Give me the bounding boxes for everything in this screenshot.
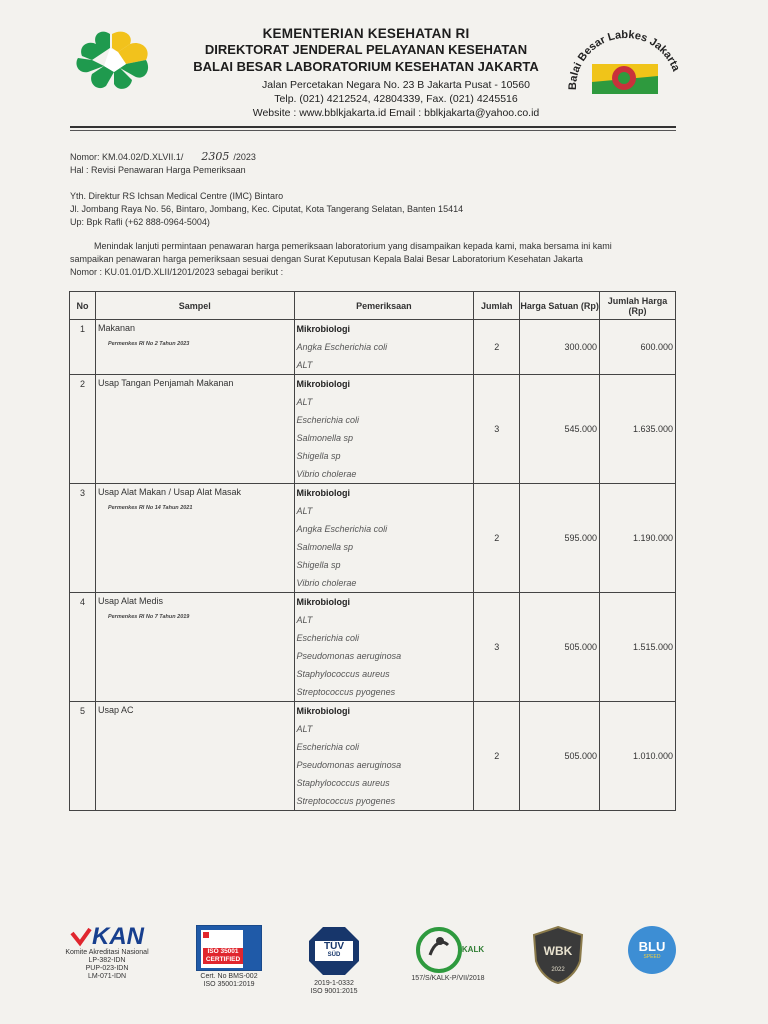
intro-line: Nomor : KU.01.01/D.XLII/1201/2023 sebagai berikut : [70, 267, 284, 277]
col-header-harga-satuan: Harga Satuan (Rp) [520, 292, 600, 320]
row-test: Vibrio cholerae [296, 469, 357, 479]
row-regulation: Permenkes RI No 7 Tahun 2019 [107, 614, 190, 620]
blu-badge [622, 925, 682, 978]
recipient-name: Yth. Direktur RS Ichsan Medical Centre (IMC) Bintaro [70, 191, 284, 201]
row-category: Mikrobiologi [296, 324, 351, 334]
row-category: Mikrobiologi [296, 706, 351, 716]
row-jumlah: 3 [474, 375, 520, 484]
directorate-name: DIREKTORAT JENDERAL PELAYANAN KESEHATAN [204, 42, 528, 57]
header-divider-thin [70, 130, 676, 131]
row-no: 2 [70, 375, 96, 484]
row-test: Salmonella sp [296, 433, 354, 443]
row-test: Shigella sp [296, 560, 341, 570]
col-header-pemeriksaan: Pemeriksaan [294, 292, 474, 320]
row-test: ALT [296, 506, 313, 516]
row-test: ALT [296, 397, 313, 407]
blu-label: BLU [638, 939, 666, 954]
row-jumlah: 3 [474, 593, 520, 702]
tuv-certification [296, 925, 372, 996]
row-test: ALT [296, 360, 313, 370]
row-sampel: Usap Tangan Penjamah Makanan [97, 378, 234, 388]
row-test: Streptococcus pyogenes [296, 687, 396, 697]
row-jumlah: 2 [474, 320, 520, 375]
iso-caption: ISO 35001:2019 [203, 981, 255, 988]
intro-paragraph [70, 240, 676, 279]
row-sampel: Usap AC [97, 705, 134, 715]
table-row [70, 375, 676, 484]
iso-35001-badge [196, 925, 262, 971]
row-harga-satuan: 505.000 [520, 702, 600, 811]
row-harga-satuan: 505.000 [520, 593, 600, 702]
row-test: Streptococcus pyogenes [296, 796, 396, 806]
tuv-caption: ISO 9001:2015 [310, 988, 358, 995]
header-divider [70, 126, 676, 128]
row-pemeriksaan-cell [294, 702, 474, 811]
row-sampel: Usap Alat Makan / Usap Alat Masak [97, 487, 242, 497]
row-jumlah-harga: 1.515.000 [600, 593, 676, 702]
kan-logo-text: KAN [92, 923, 144, 950]
row-sampel: Usap Alat Medis [97, 596, 163, 606]
col-header-jumlah-harga: Jumlah Harga (Rp) [600, 292, 676, 320]
iso-badge-top: ISO 35001 [207, 948, 239, 955]
row-test: ALT [296, 724, 313, 734]
row-regulation: Permenkes RI No 14 Tahun 2021 [107, 505, 193, 511]
letter-number-prefix: Nomor: KM.04.02/D.XLVII.1/ [70, 152, 184, 162]
row-sampel-cell [95, 702, 294, 811]
row-test: Vibrio cholerae [296, 578, 357, 588]
row-sampel-cell [95, 375, 294, 484]
blu-sub: SPEED [643, 954, 661, 960]
row-no: 3 [70, 484, 96, 593]
row-test: Escherichia coli [296, 742, 360, 752]
row-test: Escherichia coli [296, 415, 360, 425]
row-jumlah: 2 [474, 702, 520, 811]
row-jumlah: 2 [474, 484, 520, 593]
row-jumlah-harga: 1.190.000 [600, 484, 676, 593]
ministry-name: KEMENTERIAN KESEHATAN RI [262, 26, 470, 41]
col-header-jumlah: Jumlah [474, 292, 520, 320]
row-test: Staphylococcus aureus [296, 778, 390, 788]
row-regulation: Permenkes RI No 2 Tahun 2023 [107, 341, 190, 347]
recipient-address: Jl. Jombang Raya No. 56, Bintaro, Jombang, Kec. Ciputat, Kota Tangerang Selatan, Banten 15414 [70, 204, 464, 214]
row-pemeriksaan-cell [294, 320, 474, 375]
iso-badge-bottom: CERTIFIED [205, 956, 241, 963]
kan-code: LM-071-IDN [87, 973, 127, 980]
row-test: Salmonella sp [296, 542, 354, 552]
row-test: Pseudomonas aeruginosa [296, 760, 402, 770]
table-header-row [70, 292, 676, 320]
row-category: Mikrobiologi [296, 597, 351, 607]
bblk-logo [566, 30, 682, 108]
row-harga-satuan: 300.000 [520, 320, 600, 375]
row-no: 5 [70, 702, 96, 811]
intro-line: sampaikan penawaran harga pemeriksaan sesuai dengan Surat Keputusan Kepala Balai Besar Laboratorium Kesehatan Jakarta [70, 254, 583, 264]
row-harga-satuan: 545.000 [520, 375, 600, 484]
row-category: Mikrobiologi [296, 488, 351, 498]
institution-name: BALAI BESAR LABORATORIUM KESEHATAN JAKARTA [193, 59, 539, 74]
iso-caption: Cert. No BMS-002 [200, 973, 258, 980]
row-no: 1 [70, 320, 96, 375]
letter-number [70, 151, 256, 163]
row-pemeriksaan-cell [294, 484, 474, 593]
kan-subtitle: Komite Akreditasi Nasional [65, 949, 149, 956]
row-sampel-cell [95, 320, 294, 375]
letter-number-year: /2023 [233, 152, 256, 162]
kalk-caption: 157/S/KALK-P/VII/2018 [411, 975, 485, 982]
row-no: 4 [70, 593, 96, 702]
table-row [70, 320, 676, 375]
tuv-badge-bottom: SÜD [327, 952, 341, 958]
letter-number-handwritten: 2305 [201, 150, 230, 163]
row-jumlah-harga: 1.635.000 [600, 375, 676, 484]
kalk-emblem-icon [412, 925, 466, 975]
table-row [70, 702, 676, 811]
col-header-sampel: Sampel [95, 292, 294, 320]
letterhead [166, 26, 566, 120]
intro-line: Menindak lanjuti permintaan penawaran harga pemeriksaan laboratorium yang disampaikan kepada kami, maka bersama ini kami [94, 241, 612, 251]
kemenkes-logo [74, 30, 158, 92]
institution-address: Jalan Percetakan Negara No. 23 B Jakarta Pusat - 10560 [262, 79, 530, 91]
row-test: Shigella sp [296, 451, 341, 461]
kalk-accreditation [398, 925, 498, 983]
row-test: ALT [296, 615, 313, 625]
row-harga-satuan: 595.000 [520, 484, 600, 593]
row-category: Mikrobiologi [296, 379, 351, 389]
bblk-logo-text: Balai Besar Labkes Jakarta [566, 30, 682, 91]
price-table [69, 291, 676, 811]
institution-website: Website : www.bblkjakarta.id Email : bblkjakarta@yahoo.co.id [252, 107, 540, 119]
row-sampel: Makanan [97, 323, 135, 333]
row-jumlah-harga: 600.000 [600, 320, 676, 375]
row-sampel-cell [95, 484, 294, 593]
wbk-badge [528, 925, 588, 988]
table-row [70, 484, 676, 593]
row-test: Escherichia coli [296, 633, 360, 643]
kan-code: LP-382-IDN [88, 957, 126, 964]
wbk-year: 2022 [551, 967, 565, 973]
tuv-badge-top: TÜV [324, 941, 344, 952]
iso-35001-certification [190, 925, 268, 989]
row-pemeriksaan-cell [294, 593, 474, 702]
row-pemeriksaan-cell [294, 375, 474, 484]
kan-accreditation [52, 925, 162, 981]
kan-check-icon [70, 927, 92, 947]
kalk-label: KALK [461, 945, 485, 954]
row-test: Angka Escherichia coli [296, 524, 388, 534]
table-row [70, 593, 676, 702]
row-sampel-cell [95, 593, 294, 702]
row-jumlah-harga: 1.010.000 [600, 702, 676, 811]
kan-code: PUP-023-IDN [85, 965, 129, 972]
wbk-label: WBK [543, 944, 573, 958]
row-test: Angka Escherichia coli [296, 342, 388, 352]
letter-subject: Hal : Revisi Penawaran Harga Pemeriksaan [70, 165, 246, 175]
institution-telephone: Telp. (021) 4212524, 42804339, Fax. (021) 4245516 [274, 93, 518, 105]
row-test: Staphylococcus aureus [296, 669, 390, 679]
recipient-contact: Up: Bpk Rafli (+62 888-0964-5004) [70, 217, 210, 227]
row-test: Pseudomonas aeruginosa [296, 651, 402, 661]
tuv-caption: 2019-1-0332 [314, 980, 354, 987]
col-header-no: No [70, 292, 96, 320]
